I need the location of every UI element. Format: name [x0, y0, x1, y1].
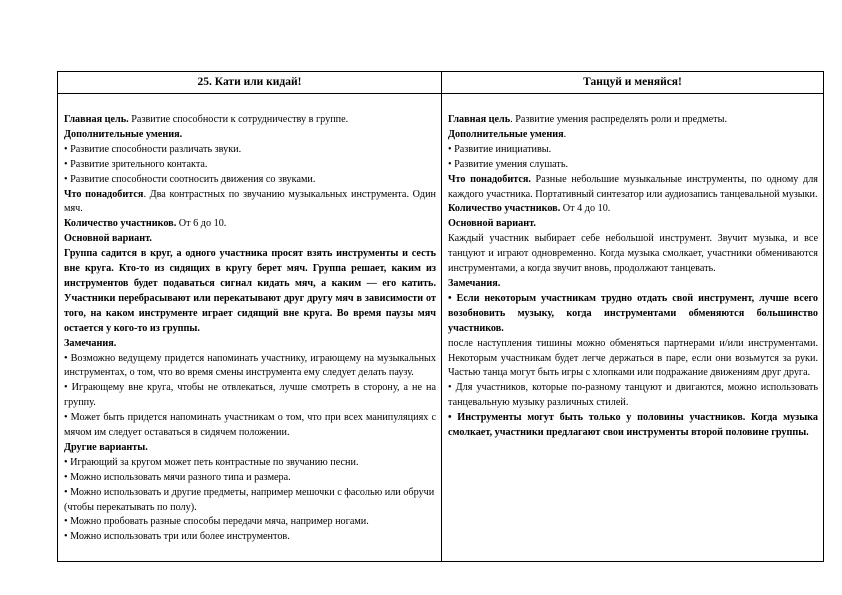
- right-skill-item: • Развитие умения слушать.: [448, 158, 569, 170]
- left-other-item: • Можно использовать мячи разного типа и размера.: [64, 471, 291, 483]
- right-column: [442, 72, 823, 561]
- left-title: 25. Кати или кидай!: [58, 72, 441, 94]
- right-note-bold: • Инструменты могут быть только у половины участников. Когда музыка смолкает, участники предлагают свои инструменты второй половине группы.: [448, 412, 818, 439]
- activity-table: [57, 71, 824, 562]
- left-note-item: • Возможно ведущему придется напоминать участнику, играющему на музыкальных инструментах, о том, что во время смены инструмента ему следует делать паузу.: [64, 352, 436, 379]
- left-variant-label: Основной вариант.: [64, 233, 152, 245]
- right-needs: Что понадобится. Разные небольшие музыкальные инструменты, по одному для каждого участника. Портативный синтезатор или аудиозапись танцевальной музыки.: [448, 173, 818, 200]
- left-note-item: • Играющему вне круга, чтобы не отвлекаться, лучше смотреть в сторону, а не на группу.: [64, 382, 436, 409]
- right-skill-item: • Развитие инициативы.: [448, 143, 552, 155]
- left-skill-item: • Развитие способности соотносить движения со звуками.: [64, 173, 316, 185]
- right-variant-label: Основной вариант.: [448, 218, 536, 230]
- right-note-item: • Для участников, которые по-разному танцуют и двигаются, можно использовать танцевальную музыку различных стилей.: [448, 382, 818, 409]
- left-skill-item: • Развитие способности различать звуки.: [64, 143, 242, 155]
- left-other-item: • Можно использовать и другие предметы, например мешочки с фасолью или обручи (чтобы перекатывать по полу).: [64, 486, 435, 513]
- left-other-item: • Играющий за кругом может петь контрастные по звучанию песни.: [64, 456, 359, 468]
- left-main-goal: Главная цель. Развитие способности к сотрудничеству в группе.: [64, 114, 349, 125]
- right-title: Танцуй и меняйся!: [442, 72, 823, 94]
- right-participants: Количество участников. От 4 до 10.: [448, 203, 611, 215]
- left-notes-label: Замечания.: [64, 337, 117, 349]
- right-main-goal: Главная цель. Развитие умения распределять роли и предметы.: [448, 114, 728, 125]
- left-other-item: • Можно пробовать разные способы передачи мяча, например ногами.: [64, 516, 369, 528]
- right-extra-skills-label: Дополнительные умения.: [448, 128, 567, 140]
- left-skill-item: • Развитие зрительного контакта.: [64, 158, 208, 170]
- left-participants: Количество участников. От 6 до 10.: [64, 218, 227, 230]
- left-other-label: Другие варианты.: [64, 441, 148, 453]
- right-variant-text: Каждый участник выбирает себе небольшой инструмент. Звучит музыка, и все танцуют и играют одновременно. Когда музыка смолкает, участники обмениваются инструментами, а когда звучит вновь, продолжают танцевать.: [448, 233, 818, 275]
- right-note-bold: • Если некоторым участникам трудно отдать свой инструмент, лучше всего возобновить музыку, когда инструментами обменяются большинство участников.: [448, 292, 818, 334]
- right-note-text: после наступления тишины можно обменяться партнерами и/или инструментами. Некоторым участникам будет легче держаться в паре, если они возьмутся за руки. Частью танца могут быть игры с хлопками или подражание движениям друг друга.: [448, 337, 818, 379]
- left-other-item: • Можно использовать три или более инструментов.: [64, 531, 290, 543]
- left-variant-text: Группа садится в круг, а одного участника просят взять инструменты и сесть вне круга. Кто-то из сидящих в кругу берет мяч. Группа решает, каким из инструментов будет подаваться сигнал кидать мяч, а каким — его катить. Участники перебрасывают или перекатывают друг другу мяч в зависимости от того, на каком инструменте играет сидящий вне круга. Во время паузы мяч остается у кого-то из группы.: [64, 248, 436, 334]
- right-notes-label: Замечания.: [448, 277, 501, 289]
- left-needs: Что понадобится. Два контрастных по звучанию музыкальных инструмента. Один мяч.: [64, 188, 436, 215]
- left-column: [58, 72, 442, 561]
- left-note-item: • Может быть придется напоминать участникам о том, что при всех манипуляциях с мячом им следует оставаться в сидячем положении.: [64, 412, 436, 439]
- left-extra-skills-label: Дополнительные умения.: [64, 128, 183, 140]
